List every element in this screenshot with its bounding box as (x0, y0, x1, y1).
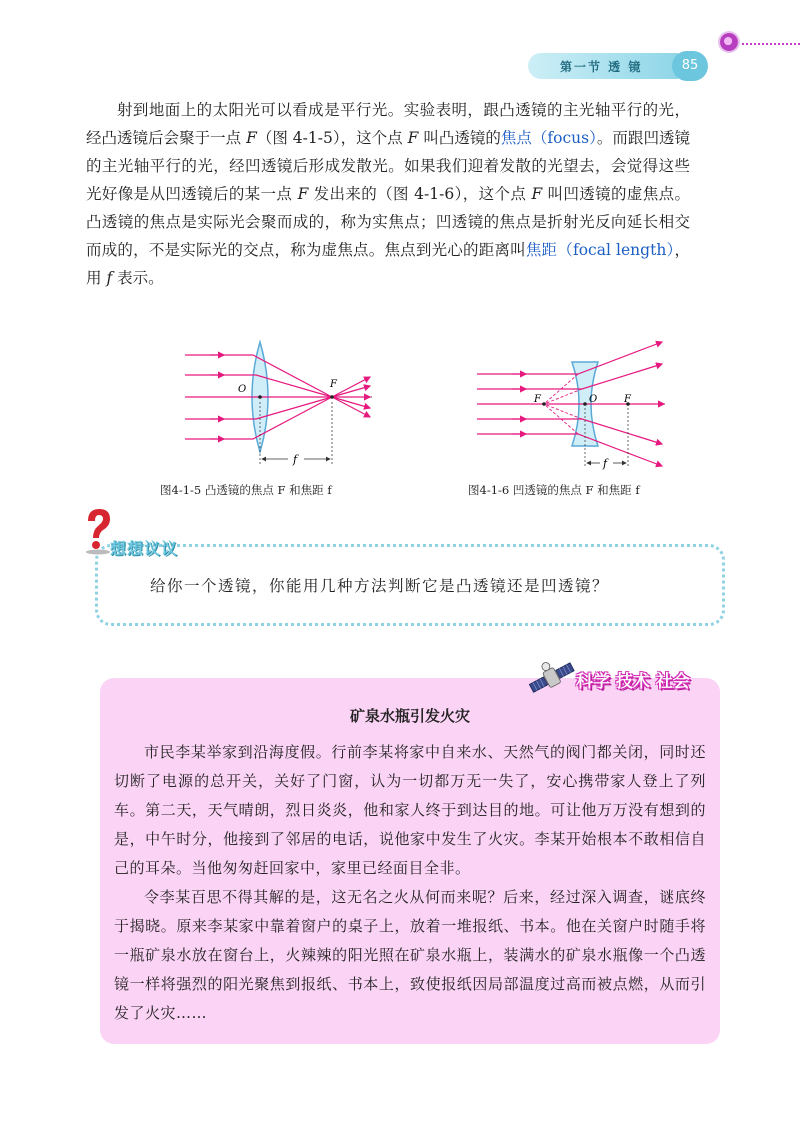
ray (477, 364, 662, 389)
term-focal-length-english: （focal length） (557, 241, 675, 259)
figure1-caption: 图4-1-5 凸透镜的焦点 F 和焦距 f (160, 483, 332, 497)
text-run: 叫凹透镜的虚焦点。凸透镜的焦点是实际光会聚而成的，称为实焦点；凹透镜的焦点是折射光反向延长相交而成的，不是实际光的交点，称为虚焦点。焦点到光心的距离叫 (86, 185, 690, 259)
text-run: （图 4-1-5），这个点 (256, 129, 408, 147)
think-discuss-question: 给你一个透镜，你能用几种方法判断它是凸透镜还是凹透镜？ (150, 577, 610, 595)
main-paragraph (86, 96, 690, 292)
sts-paragraph: 市民李某举家到沿海度假。行前李某将家中自来水、天然气的阀门都关闭，同时还切断了电源的总开关，关好了门窗，认为一切都万无一失了，安心携带家人登上了列车。第二天，天气晴朗，烈日炎炎，他和家人终于到达目的地。可让他万万没有想到的是，中午时分，他接到了邻居的电话，说他家中发生了火灾。李某开始根本不敢相信自己的耳朵。当他匆匆赶回家中，家里已经面目全非。 (114, 743, 706, 877)
symbol-f: f (106, 269, 113, 287)
term-focal-length: 焦距 (525, 241, 558, 259)
header-circle-icon (720, 33, 738, 51)
ray (185, 377, 370, 439)
label-f: f (603, 457, 608, 470)
ray (477, 434, 662, 466)
text-run: ，用 (86, 241, 690, 287)
convex-lens-figure (180, 340, 380, 470)
text-run: 。而跟凹透镜的主光轴平行的光，经凹透镜后形成发散光。如果我们迎着发散的光望去，会觉得这些光好像是从凹透镜后的某一点 (86, 129, 690, 203)
label-O: O (589, 394, 598, 405)
figure2-caption: 图4-1-6 凹透镜的焦点 F 和焦距 f (468, 483, 640, 497)
label-F: F (624, 394, 631, 405)
think-discuss-title: 想想议议 (110, 539, 179, 558)
text-run: 射到地面上的太阳光可以看成是平行光。实验表明，跟凸透镜的主光轴平行的光，经凸透镜后会聚于一点 (86, 101, 690, 147)
label-F-virtual: F (534, 394, 541, 405)
ray (185, 355, 370, 417)
term-focus-english: （focus） (531, 129, 597, 147)
text-run: 叫凸透镜的 (418, 129, 501, 147)
symbol-F: F (407, 129, 419, 147)
satellite-icon (527, 656, 577, 700)
label-F: F (330, 379, 337, 390)
symbol-F: F (246, 129, 257, 147)
symbol-F: F (531, 185, 543, 203)
sts-label: 科学 技术 社会 (576, 672, 690, 692)
text-run: 发出来的（图 4-1-6），这个点 (308, 185, 532, 203)
sts-article-body (114, 738, 706, 1028)
header-dotted-line (742, 43, 800, 45)
ray (477, 419, 662, 444)
term-focus: 焦点 (500, 129, 532, 147)
text-run: 表示。 (112, 269, 164, 287)
label-O: O (238, 384, 247, 395)
label-f: f (293, 453, 298, 466)
page-number: 85 (672, 51, 708, 81)
concave-lens-figure (472, 340, 672, 470)
ray (477, 342, 662, 374)
sts-article-title: 矿泉水瓶引发火灾 (349, 707, 470, 725)
sts-paragraph: 令李某百思不得其解的是，这无名之火从何而来呢？后来，经过深入调查，谜底终于揭晓。原来李某家中靠着窗户的桌子上，放着一堆报纸、书本。他在关窗户时随手将一瓶矿泉水放在窗台上，火辣辣的阳光照在矿泉水瓶上，装满水的矿泉水瓶像一个凸透镜一样将强烈的阳光聚焦到报纸、书本上，致使报纸因局部温度过高而被点燃，从而引发了火灾…… (114, 888, 706, 1022)
symbol-F: F (297, 185, 309, 203)
section-title: 第一节 透 镜 (560, 60, 643, 74)
